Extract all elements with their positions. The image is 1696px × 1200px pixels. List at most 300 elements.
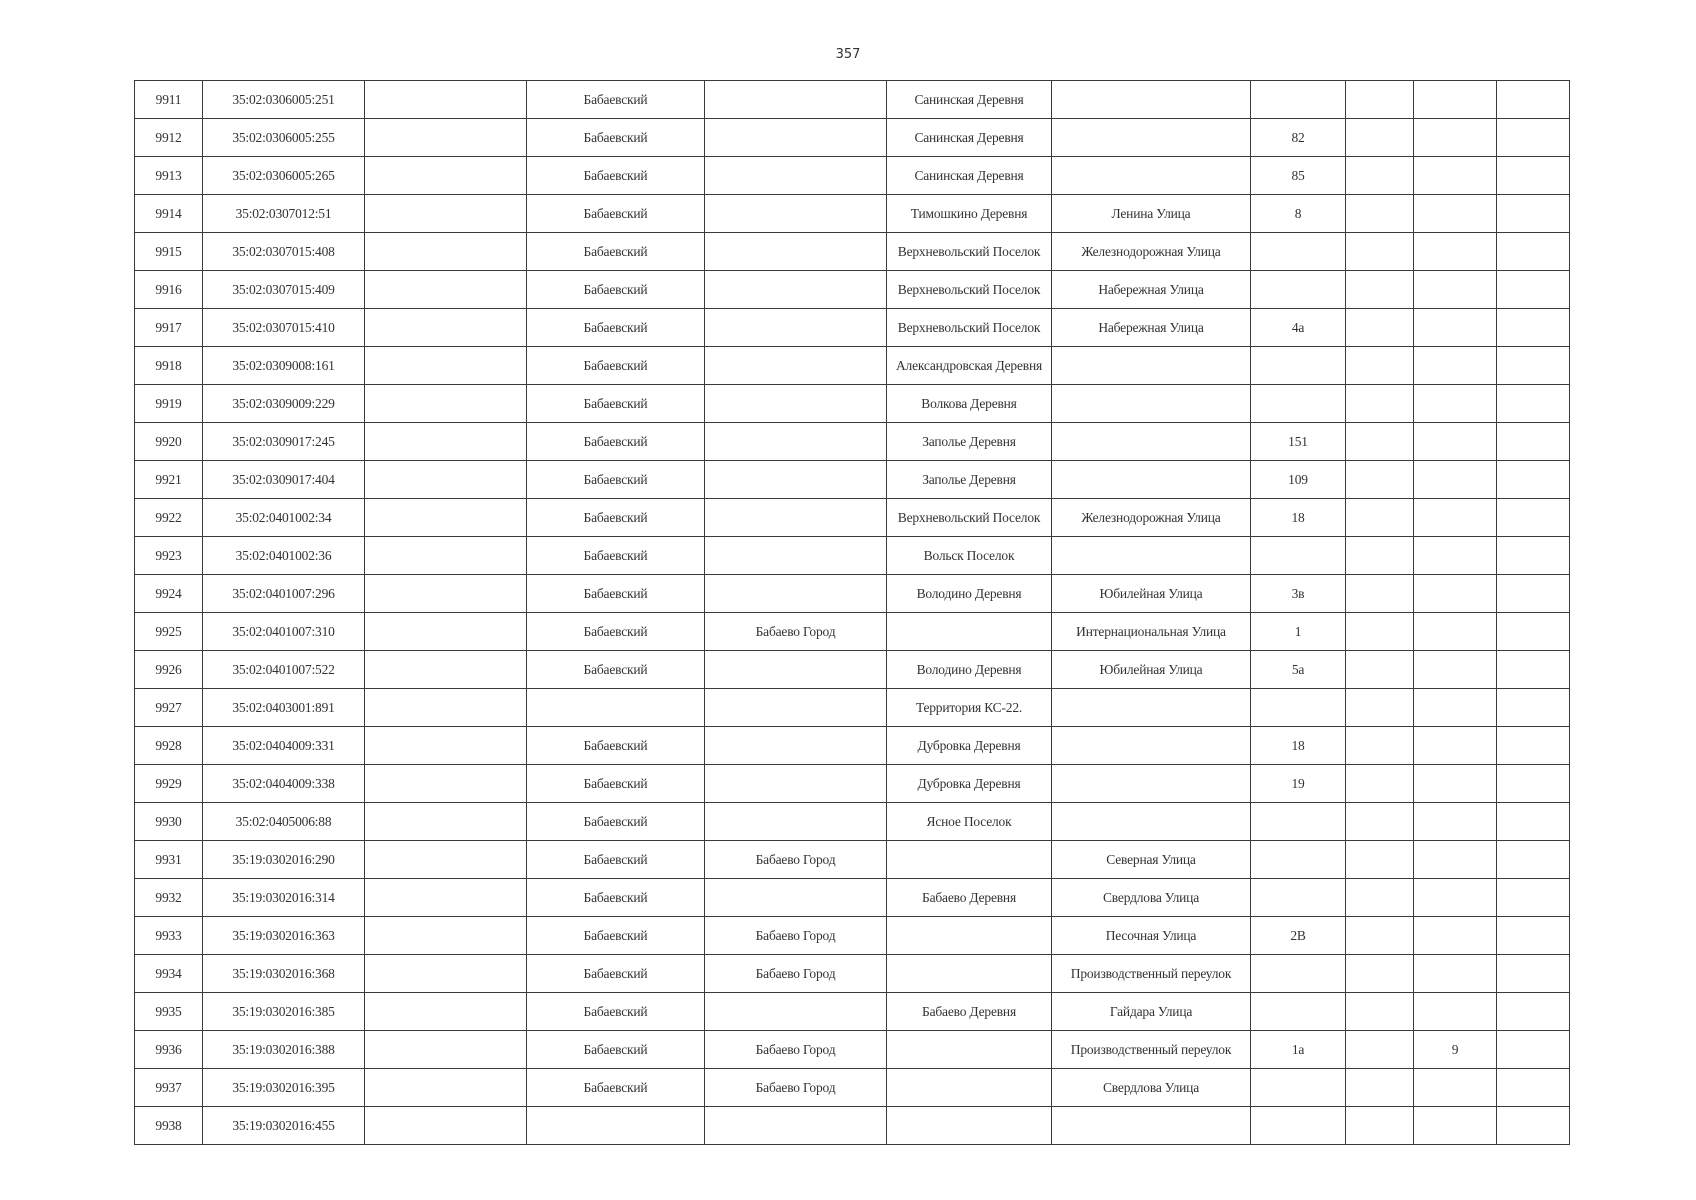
blank-cell xyxy=(365,309,527,347)
city-cell xyxy=(705,993,887,1031)
blank-cell xyxy=(1497,423,1570,461)
city-cell xyxy=(705,347,887,385)
city-cell xyxy=(705,879,887,917)
district-cell: Бабаевский xyxy=(527,385,705,423)
district-cell xyxy=(527,1107,705,1145)
cadastral-number-cell: 35:02:0401002:34 xyxy=(203,499,365,537)
street-cell xyxy=(1052,689,1251,727)
locality-cell: Александровская Деревня xyxy=(887,347,1052,385)
extra-value-cell xyxy=(1414,195,1497,233)
blank-cell xyxy=(365,727,527,765)
street-cell: Юбилейная Улица xyxy=(1052,651,1251,689)
blank-cell xyxy=(365,955,527,993)
blank-cell xyxy=(1346,1031,1414,1069)
extra-value-cell xyxy=(1414,841,1497,879)
district-cell: Бабаевский xyxy=(527,1031,705,1069)
row-number-cell: 9920 xyxy=(135,423,203,461)
blank-cell xyxy=(1346,499,1414,537)
blank-cell xyxy=(365,385,527,423)
cadastral-number-cell: 35:02:0401007:296 xyxy=(203,575,365,613)
cadastral-number-cell: 35:02:0309008:161 xyxy=(203,347,365,385)
district-cell: Бабаевский xyxy=(527,537,705,575)
district-cell: Бабаевский xyxy=(527,1069,705,1107)
blank-cell xyxy=(365,841,527,879)
row-number-cell: 9932 xyxy=(135,879,203,917)
registry-body xyxy=(135,81,1570,1145)
city-cell xyxy=(705,651,887,689)
house-number-cell: 1 xyxy=(1251,613,1346,651)
locality-cell: Бабаево Деревня xyxy=(887,879,1052,917)
row-number-cell: 9925 xyxy=(135,613,203,651)
house-number-cell: 109 xyxy=(1251,461,1346,499)
city-cell xyxy=(705,385,887,423)
extra-value-cell xyxy=(1414,385,1497,423)
blank-cell xyxy=(365,81,527,119)
blank-cell xyxy=(1346,119,1414,157)
table-row xyxy=(135,81,1570,119)
row-number-cell: 9924 xyxy=(135,575,203,613)
extra-value-cell xyxy=(1414,157,1497,195)
table-row xyxy=(135,803,1570,841)
district-cell: Бабаевский xyxy=(527,423,705,461)
table-row xyxy=(135,347,1570,385)
row-number-cell: 9931 xyxy=(135,841,203,879)
blank-cell xyxy=(1497,613,1570,651)
city-cell: Бабаево Город xyxy=(705,1069,887,1107)
blank-cell xyxy=(1497,651,1570,689)
house-number-cell: 5а xyxy=(1251,651,1346,689)
extra-value-cell xyxy=(1414,955,1497,993)
street-cell: Производственный переулок xyxy=(1052,955,1251,993)
table-row xyxy=(135,423,1570,461)
extra-value-cell xyxy=(1414,271,1497,309)
district-cell: Бабаевский xyxy=(527,765,705,803)
city-cell xyxy=(705,271,887,309)
district-cell: Бабаевский xyxy=(527,195,705,233)
extra-value-cell xyxy=(1414,765,1497,803)
city-cell xyxy=(705,803,887,841)
cadastral-number-cell: 35:19:0302016:290 xyxy=(203,841,365,879)
row-number-cell: 9928 xyxy=(135,727,203,765)
table-row xyxy=(135,955,1570,993)
extra-value-cell xyxy=(1414,803,1497,841)
blank-cell xyxy=(1346,575,1414,613)
extra-value-cell xyxy=(1414,993,1497,1031)
blank-cell xyxy=(365,575,527,613)
city-cell xyxy=(705,765,887,803)
blank-cell xyxy=(1346,613,1414,651)
city-cell xyxy=(705,233,887,271)
extra-value-cell xyxy=(1414,879,1497,917)
locality-cell: Верхневольский Поселок xyxy=(887,309,1052,347)
extra-value-cell: 9 xyxy=(1414,1031,1497,1069)
house-number-cell: 82 xyxy=(1251,119,1346,157)
district-cell: Бабаевский xyxy=(527,499,705,537)
blank-cell xyxy=(365,195,527,233)
blank-cell xyxy=(1497,499,1570,537)
blank-cell xyxy=(1346,1107,1414,1145)
house-number-cell xyxy=(1251,385,1346,423)
street-cell: Гайдара Улица xyxy=(1052,993,1251,1031)
blank-cell xyxy=(1346,955,1414,993)
blank-cell xyxy=(1346,385,1414,423)
blank-cell xyxy=(1346,195,1414,233)
cadastral-number-cell: 35:19:0302016:314 xyxy=(203,879,365,917)
blank-cell xyxy=(1497,347,1570,385)
district-cell: Бабаевский xyxy=(527,309,705,347)
blank-cell xyxy=(1346,917,1414,955)
blank-cell xyxy=(365,1031,527,1069)
blank-cell xyxy=(365,1069,527,1107)
extra-value-cell xyxy=(1414,423,1497,461)
table-row xyxy=(135,119,1570,157)
house-number-cell xyxy=(1251,955,1346,993)
table-row xyxy=(135,233,1570,271)
city-cell xyxy=(705,575,887,613)
city-cell xyxy=(705,461,887,499)
cadastral-number-cell: 35:19:0302016:455 xyxy=(203,1107,365,1145)
locality-cell: Ясное Поселок xyxy=(887,803,1052,841)
blank-cell xyxy=(1497,917,1570,955)
blank-cell xyxy=(1346,81,1414,119)
blank-cell xyxy=(1497,385,1570,423)
extra-value-cell xyxy=(1414,309,1497,347)
cadastral-number-cell: 35:02:0307015:409 xyxy=(203,271,365,309)
cadastral-number-cell: 35:02:0403001:891 xyxy=(203,689,365,727)
street-cell xyxy=(1052,727,1251,765)
locality-cell: Верхневольский Поселок xyxy=(887,233,1052,271)
cadastral-number-cell: 35:19:0302016:395 xyxy=(203,1069,365,1107)
blank-cell xyxy=(365,233,527,271)
row-number-cell: 9934 xyxy=(135,955,203,993)
district-cell: Бабаевский xyxy=(527,803,705,841)
street-cell xyxy=(1052,803,1251,841)
locality-cell: Заполье Деревня xyxy=(887,423,1052,461)
locality-cell: Бабаево Деревня xyxy=(887,993,1052,1031)
city-cell xyxy=(705,157,887,195)
table-row xyxy=(135,879,1570,917)
blank-cell xyxy=(1346,461,1414,499)
house-number-cell xyxy=(1251,689,1346,727)
house-number-cell xyxy=(1251,879,1346,917)
locality-cell: Санинская Деревня xyxy=(887,119,1052,157)
cadastral-number-cell: 35:02:0401002:36 xyxy=(203,537,365,575)
house-number-cell: 19 xyxy=(1251,765,1346,803)
table-row xyxy=(135,157,1570,195)
blank-cell xyxy=(365,271,527,309)
table-row xyxy=(135,1107,1570,1145)
locality-cell: Территория КС-22. xyxy=(887,689,1052,727)
blank-cell xyxy=(1346,993,1414,1031)
blank-cell xyxy=(1497,575,1570,613)
blank-cell xyxy=(1497,879,1570,917)
table-row xyxy=(135,385,1570,423)
district-cell: Бабаевский xyxy=(527,955,705,993)
street-cell xyxy=(1052,385,1251,423)
locality-cell: Санинская Деревня xyxy=(887,157,1052,195)
table-row xyxy=(135,765,1570,803)
blank-cell xyxy=(1497,233,1570,271)
row-number-cell: 9936 xyxy=(135,1031,203,1069)
locality-cell: Дубровка Деревня xyxy=(887,765,1052,803)
cadastral-number-cell: 35:02:0306005:251 xyxy=(203,81,365,119)
district-cell: Бабаевский xyxy=(527,841,705,879)
locality-cell: Верхневольский Поселок xyxy=(887,499,1052,537)
blank-cell xyxy=(1497,537,1570,575)
extra-value-cell xyxy=(1414,119,1497,157)
blank-cell xyxy=(365,461,527,499)
blank-cell xyxy=(1346,765,1414,803)
blank-cell xyxy=(1346,689,1414,727)
locality-cell xyxy=(887,1069,1052,1107)
district-cell: Бабаевский xyxy=(527,347,705,385)
locality-cell: Вольск Поселок xyxy=(887,537,1052,575)
table-row xyxy=(135,841,1570,879)
district-cell: Бабаевский xyxy=(527,271,705,309)
cadastral-number-cell: 35:02:0405006:88 xyxy=(203,803,365,841)
table-row xyxy=(135,271,1570,309)
street-cell xyxy=(1052,461,1251,499)
blank-cell xyxy=(1346,233,1414,271)
cadastral-number-cell: 35:02:0401007:522 xyxy=(203,651,365,689)
street-cell: Свердлова Улица xyxy=(1052,879,1251,917)
blank-cell xyxy=(1497,1107,1570,1145)
blank-cell xyxy=(365,347,527,385)
row-number-cell: 9914 xyxy=(135,195,203,233)
table-row xyxy=(135,1031,1570,1069)
cadastral-number-cell: 35:02:0307015:410 xyxy=(203,309,365,347)
blank-cell xyxy=(365,765,527,803)
cadastral-number-cell: 35:02:0309017:245 xyxy=(203,423,365,461)
blank-cell xyxy=(1497,689,1570,727)
row-number-cell: 9930 xyxy=(135,803,203,841)
cadastral-number-cell: 35:19:0302016:385 xyxy=(203,993,365,1031)
street-cell xyxy=(1052,423,1251,461)
district-cell: Бабаевский xyxy=(527,917,705,955)
blank-cell xyxy=(1346,803,1414,841)
table-row xyxy=(135,727,1570,765)
city-cell xyxy=(705,689,887,727)
locality-cell xyxy=(887,955,1052,993)
district-cell: Бабаевский xyxy=(527,119,705,157)
row-number-cell: 9916 xyxy=(135,271,203,309)
street-cell: Набережная Улица xyxy=(1052,309,1251,347)
extra-value-cell xyxy=(1414,727,1497,765)
street-cell xyxy=(1052,1107,1251,1145)
city-cell xyxy=(705,119,887,157)
city-cell xyxy=(705,81,887,119)
blank-cell xyxy=(1346,879,1414,917)
extra-value-cell xyxy=(1414,461,1497,499)
row-number-cell: 9918 xyxy=(135,347,203,385)
row-number-cell: 9915 xyxy=(135,233,203,271)
row-number-cell: 9927 xyxy=(135,689,203,727)
cadastral-number-cell: 35:02:0309009:229 xyxy=(203,385,365,423)
street-cell: Железнодорожная Улица xyxy=(1052,499,1251,537)
blank-cell xyxy=(1346,537,1414,575)
district-cell: Бабаевский xyxy=(527,157,705,195)
blank-cell xyxy=(1497,271,1570,309)
cadastral-number-cell: 35:02:0404009:331 xyxy=(203,727,365,765)
blank-cell xyxy=(1346,651,1414,689)
street-cell: Юбилейная Улица xyxy=(1052,575,1251,613)
row-number-cell: 9913 xyxy=(135,157,203,195)
cadastral-number-cell: 35:02:0307015:408 xyxy=(203,233,365,271)
table-row xyxy=(135,309,1570,347)
row-number-cell: 9917 xyxy=(135,309,203,347)
locality-cell: Володино Деревня xyxy=(887,575,1052,613)
row-number-cell: 9921 xyxy=(135,461,203,499)
cadastral-number-cell: 35:02:0306005:255 xyxy=(203,119,365,157)
table-row xyxy=(135,575,1570,613)
city-cell xyxy=(705,537,887,575)
district-cell: Бабаевский xyxy=(527,613,705,651)
street-cell xyxy=(1052,537,1251,575)
street-cell: Интернациональная Улица xyxy=(1052,613,1251,651)
blank-cell xyxy=(1497,803,1570,841)
extra-value-cell xyxy=(1414,1069,1497,1107)
locality-cell xyxy=(887,917,1052,955)
extra-value-cell xyxy=(1414,1107,1497,1145)
table-row xyxy=(135,917,1570,955)
city-cell: Бабаево Город xyxy=(705,955,887,993)
blank-cell xyxy=(1497,157,1570,195)
district-cell: Бабаевский xyxy=(527,575,705,613)
locality-cell: Володино Деревня xyxy=(887,651,1052,689)
registry-table xyxy=(134,80,1570,1145)
city-cell xyxy=(705,727,887,765)
blank-cell xyxy=(365,993,527,1031)
street-cell: Ленина Улица xyxy=(1052,195,1251,233)
blank-cell xyxy=(365,157,527,195)
house-number-cell: 85 xyxy=(1251,157,1346,195)
house-number-cell xyxy=(1251,537,1346,575)
blank-cell xyxy=(1497,727,1570,765)
house-number-cell xyxy=(1251,233,1346,271)
city-cell xyxy=(705,195,887,233)
blank-cell xyxy=(1497,1069,1570,1107)
blank-cell xyxy=(1497,993,1570,1031)
blank-cell xyxy=(1497,841,1570,879)
house-number-cell xyxy=(1251,993,1346,1031)
table-row xyxy=(135,537,1570,575)
house-number-cell: 8 xyxy=(1251,195,1346,233)
table-row xyxy=(135,689,1570,727)
table-row xyxy=(135,461,1570,499)
blank-cell xyxy=(1497,195,1570,233)
street-cell: Свердлова Улица xyxy=(1052,1069,1251,1107)
locality-cell xyxy=(887,841,1052,879)
blank-cell xyxy=(365,499,527,537)
row-number-cell: 9935 xyxy=(135,993,203,1031)
blank-cell xyxy=(1497,955,1570,993)
city-cell: Бабаево Город xyxy=(705,1031,887,1069)
locality-cell: Волкова Деревня xyxy=(887,385,1052,423)
blank-cell xyxy=(1346,347,1414,385)
cadastral-number-cell: 35:02:0309017:404 xyxy=(203,461,365,499)
district-cell: Бабаевский xyxy=(527,233,705,271)
extra-value-cell xyxy=(1414,651,1497,689)
locality-cell xyxy=(887,1107,1052,1145)
blank-cell xyxy=(1497,1031,1570,1069)
blank-cell xyxy=(365,423,527,461)
extra-value-cell xyxy=(1414,689,1497,727)
table-row xyxy=(135,499,1570,537)
street-cell xyxy=(1052,765,1251,803)
cadastral-number-cell: 35:19:0302016:388 xyxy=(203,1031,365,1069)
city-cell xyxy=(705,1107,887,1145)
city-cell: Бабаево Город xyxy=(705,613,887,651)
district-cell: Бабаевский xyxy=(527,461,705,499)
row-number-cell: 9922 xyxy=(135,499,203,537)
blank-cell xyxy=(1346,841,1414,879)
city-cell: Бабаево Город xyxy=(705,841,887,879)
blank-cell xyxy=(365,1107,527,1145)
table-row xyxy=(135,613,1570,651)
cadastral-number-cell: 35:19:0302016:363 xyxy=(203,917,365,955)
row-number-cell: 9933 xyxy=(135,917,203,955)
blank-cell xyxy=(1497,81,1570,119)
house-number-cell: 1а xyxy=(1251,1031,1346,1069)
street-cell xyxy=(1052,81,1251,119)
row-number-cell: 9938 xyxy=(135,1107,203,1145)
blank-cell xyxy=(1497,309,1570,347)
cadastral-number-cell: 35:02:0404009:338 xyxy=(203,765,365,803)
house-number-cell: 4а xyxy=(1251,309,1346,347)
locality-cell: Тимошкино Деревня xyxy=(887,195,1052,233)
table-row xyxy=(135,195,1570,233)
locality-cell: Заполье Деревня xyxy=(887,461,1052,499)
locality-cell xyxy=(887,613,1052,651)
table-row xyxy=(135,993,1570,1031)
locality-cell xyxy=(887,1031,1052,1069)
locality-cell: Верхневольский Поселок xyxy=(887,271,1052,309)
street-cell xyxy=(1052,157,1251,195)
house-number-cell: 2В xyxy=(1251,917,1346,955)
street-cell: Северная Улица xyxy=(1052,841,1251,879)
blank-cell xyxy=(1346,157,1414,195)
district-cell: Бабаевский xyxy=(527,727,705,765)
row-number-cell: 9911 xyxy=(135,81,203,119)
district-cell: Бабаевский xyxy=(527,879,705,917)
row-number-cell: 9926 xyxy=(135,651,203,689)
locality-cell: Дубровка Деревня xyxy=(887,727,1052,765)
extra-value-cell xyxy=(1414,917,1497,955)
locality-cell: Санинская Деревня xyxy=(887,81,1052,119)
extra-value-cell xyxy=(1414,613,1497,651)
house-number-cell xyxy=(1251,1107,1346,1145)
extra-value-cell xyxy=(1414,81,1497,119)
district-cell: Бабаевский xyxy=(527,651,705,689)
house-number-cell xyxy=(1251,803,1346,841)
extra-value-cell xyxy=(1414,499,1497,537)
blank-cell xyxy=(365,879,527,917)
house-number-cell xyxy=(1251,841,1346,879)
blank-cell xyxy=(1497,461,1570,499)
page-number: 357 xyxy=(835,47,861,62)
blank-cell xyxy=(1346,423,1414,461)
house-number-cell: 18 xyxy=(1251,727,1346,765)
row-number-cell: 9929 xyxy=(135,765,203,803)
cadastral-number-cell: 35:02:0307012:51 xyxy=(203,195,365,233)
city-cell: Бабаево Город xyxy=(705,917,887,955)
extra-value-cell xyxy=(1414,233,1497,271)
street-cell: Железнодорожная Улица xyxy=(1052,233,1251,271)
street-cell: Песочная Улица xyxy=(1052,917,1251,955)
row-number-cell: 9937 xyxy=(135,1069,203,1107)
street-cell: Производственный переулок xyxy=(1052,1031,1251,1069)
table-row xyxy=(135,651,1570,689)
